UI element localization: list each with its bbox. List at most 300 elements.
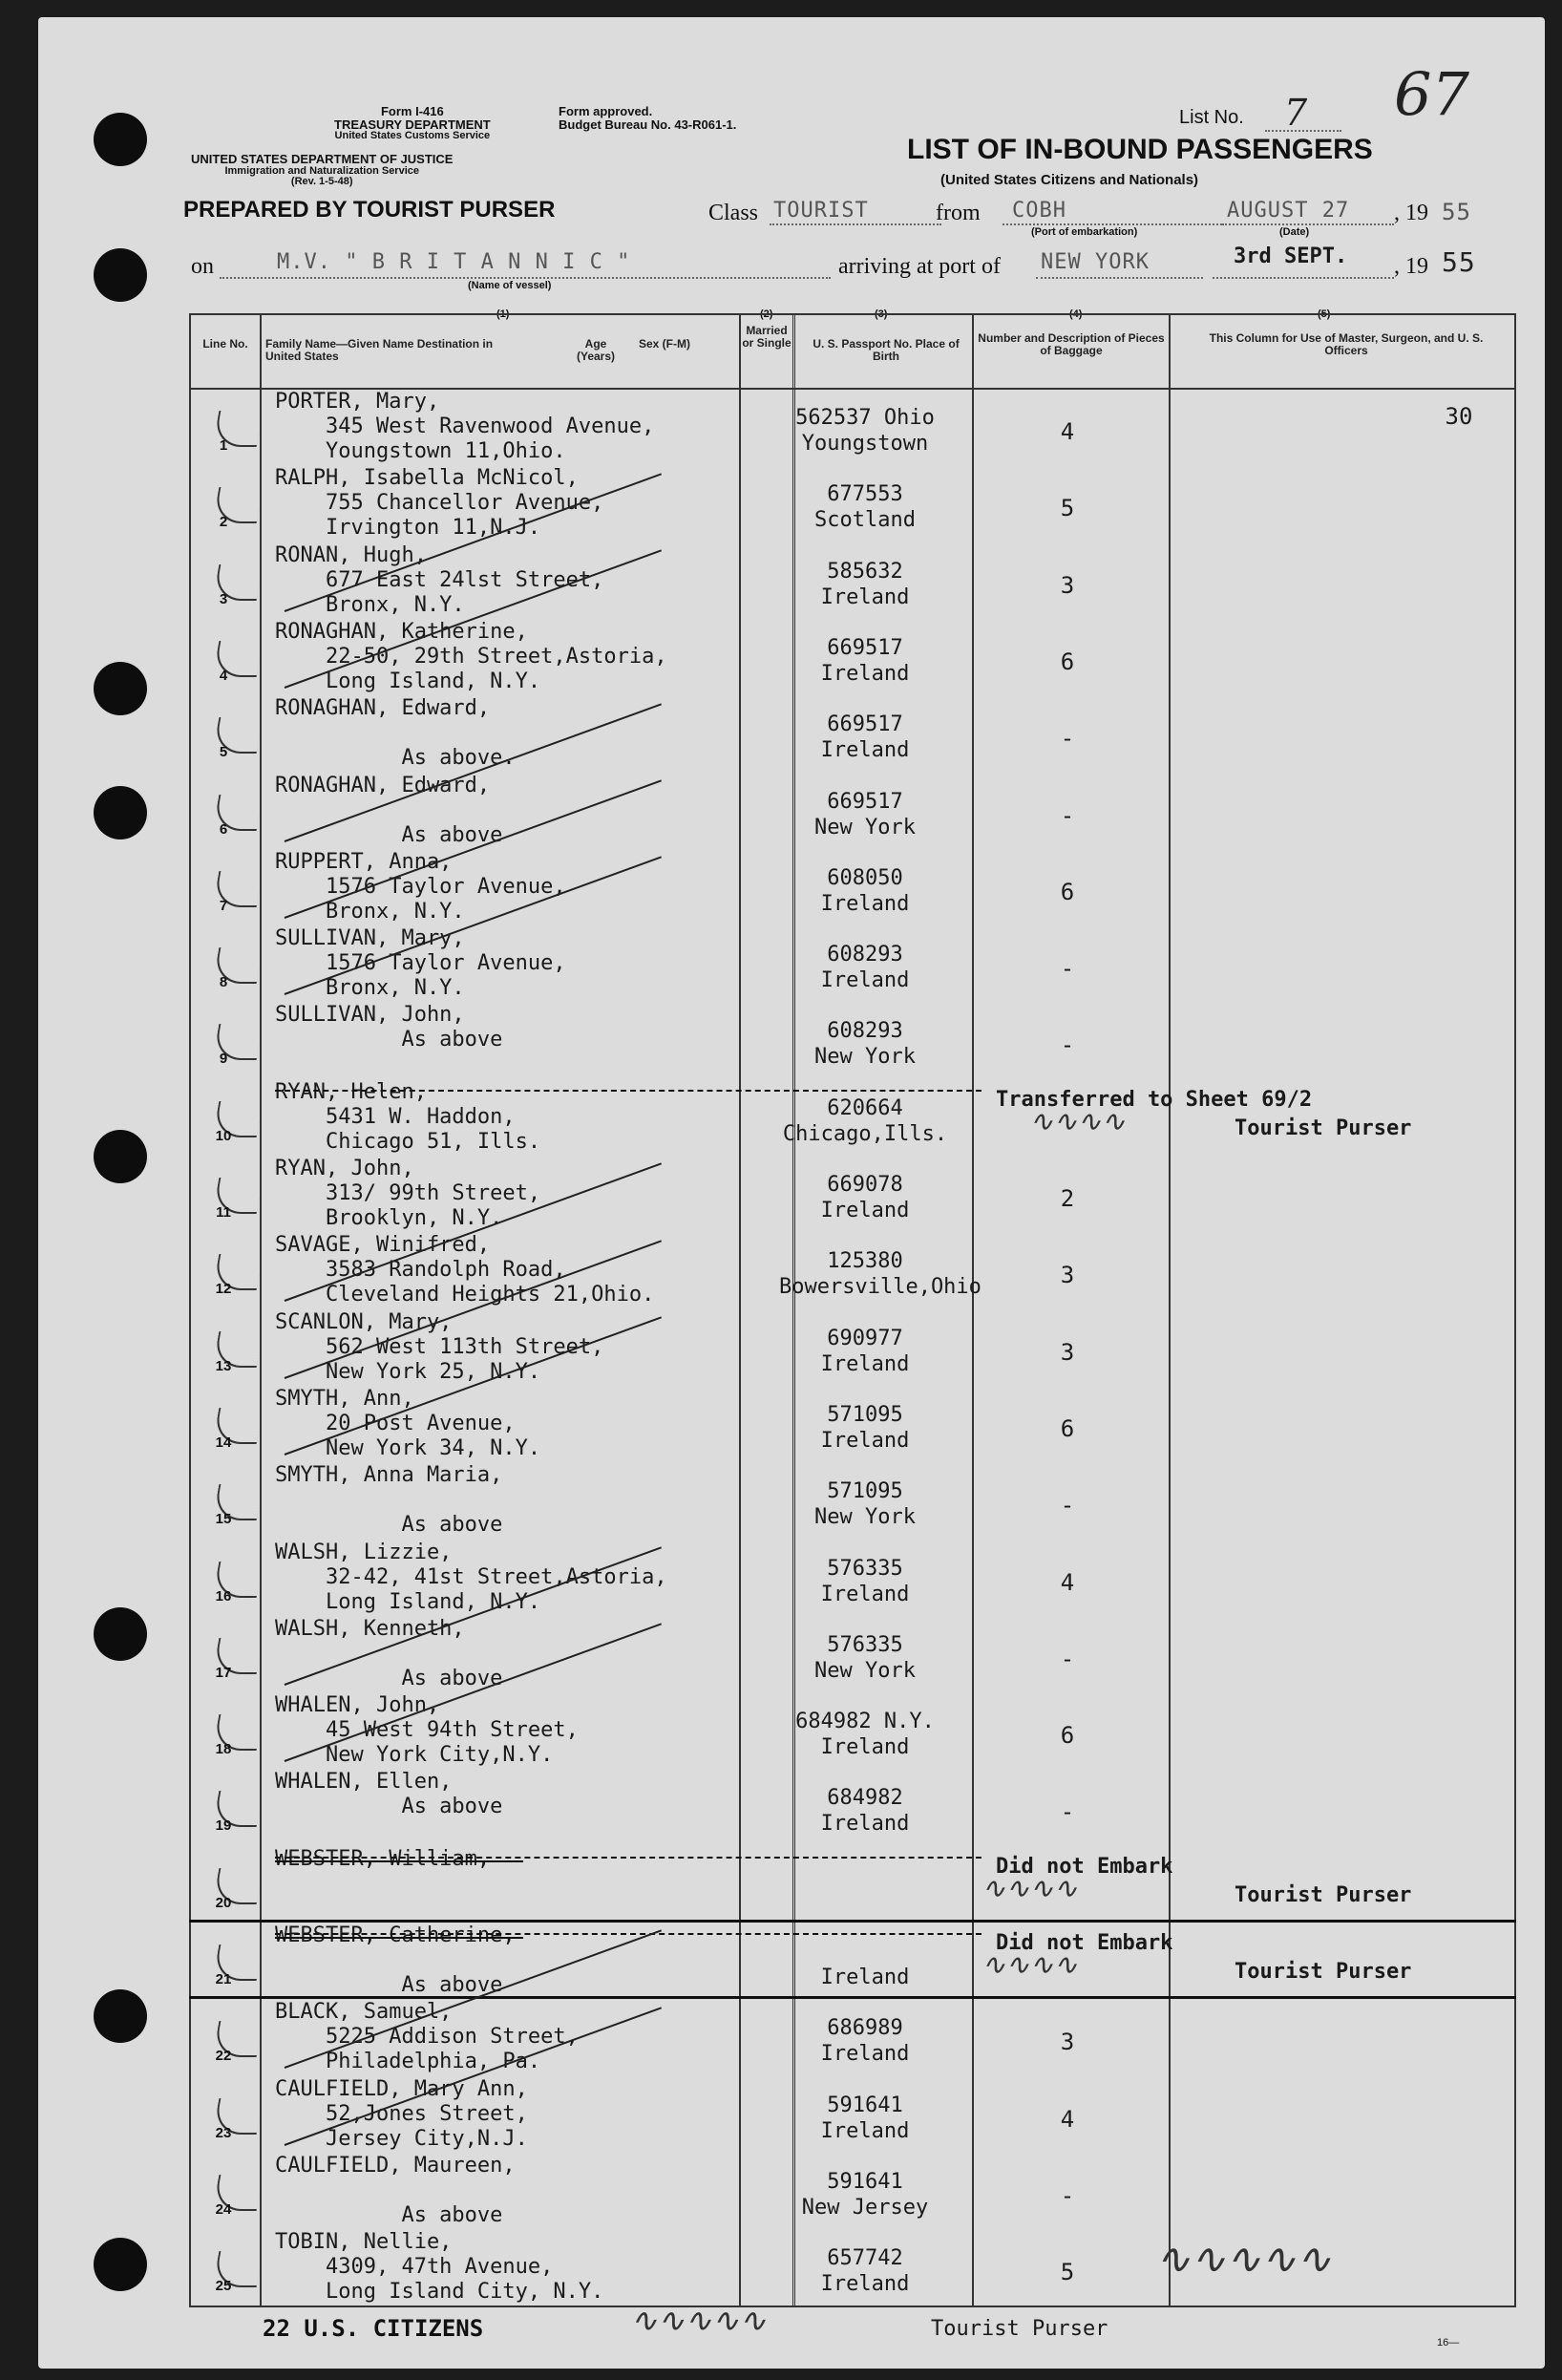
passport-birthplace	[779, 712, 951, 763]
treasury-dept: TREASURY DEPARTMENT	[334, 117, 491, 132]
baggage-count: 4	[1060, 1568, 1075, 1596]
passport-birthplace	[779, 865, 951, 917]
passport-number: 125380	[827, 1249, 903, 1274]
place-of-birth: Ireland	[820, 1428, 910, 1453]
place-of-birth: Bowersville,Ohio	[779, 1275, 982, 1300]
passenger-name-address	[275, 774, 502, 848]
name-strike	[275, 1937, 523, 1939]
baggage-count: 5	[1060, 2259, 1075, 2286]
class-line	[770, 223, 941, 225]
passenger-name-address	[275, 2154, 516, 2228]
passport-birthplace	[779, 942, 951, 993]
address-line: Brooklyn, N.Y.	[275, 1206, 503, 1230]
passenger-name-address	[275, 1617, 502, 1691]
passport-birthplace	[779, 1785, 951, 1837]
address-line: Bronx, N.Y.	[275, 976, 465, 1001]
place-of-birth: Ireland	[820, 2272, 910, 2297]
baggage-count: 4	[1060, 418, 1075, 445]
baggage-count: 3	[1060, 571, 1075, 599]
note-text: Did not Embark	[996, 1931, 1173, 1955]
place-of-birth: Ireland	[820, 738, 910, 763]
line-number: 3	[219, 590, 228, 607]
form-approval	[559, 105, 736, 131]
list-no-label: List No.	[1179, 107, 1244, 128]
baggage-count: 6	[1060, 1414, 1075, 1442]
line-number: 1	[219, 437, 228, 454]
passport-birthplace	[779, 1709, 951, 1760]
passenger-name-address	[275, 850, 566, 924]
table-row	[189, 926, 1516, 1003]
passport-number: 686989	[827, 2016, 903, 2041]
line-number: 9	[219, 1051, 228, 1068]
purser-signature: ∿∿∿∿∿	[630, 2302, 767, 2340]
address-line: 5431 W. Haddon,	[275, 1104, 516, 1129]
passport-birthplace	[779, 2015, 951, 2067]
place-of-birth: Ireland	[820, 2118, 910, 2143]
strike-line	[189, 1996, 1516, 1999]
arrival-date: 3rd SEPT.	[1234, 244, 1348, 268]
purser-signature: ∿∿∿∿	[982, 1871, 1078, 1905]
passenger-name: RONAGHAN, Edward,	[275, 696, 491, 721]
address-line: Chicago 51, Ills.	[275, 1129, 541, 1154]
address-line: Long Island, N.Y.	[275, 1589, 541, 1614]
line-number: 11	[216, 1204, 231, 1221]
prepared-by: PREPARED BY TOURIST PURSER	[183, 197, 556, 223]
passenger-name: PORTER, Mary,	[275, 390, 440, 414]
col-header-name: Family Name—Given Name Destination in United States	[265, 337, 494, 364]
address-line: 52,Jones Street,	[275, 2101, 528, 2126]
col-header-married: Married or Single	[742, 324, 792, 351]
passenger-name-address	[275, 1003, 502, 1077]
arrival-port: NEW YORK	[1041, 250, 1150, 274]
passport-birthplace	[779, 405, 951, 457]
address-line	[275, 1488, 502, 1513]
budget-bureau: Budget Bureau No. 43-R061-1.	[559, 117, 737, 132]
note-text: Did not Embark	[996, 1854, 1173, 1879]
passport-birthplace	[779, 1248, 982, 1300]
passenger-name: CAULFIELD, Mary Ann,	[275, 2076, 528, 2101]
passport-birthplace	[779, 1862, 951, 1888]
line-number: 15	[215, 1511, 232, 1528]
line-number: 2	[219, 514, 228, 531]
arrival-year-prefix: , 19	[1394, 254, 1428, 279]
address-line	[275, 1897, 490, 1922]
table-row	[189, 1617, 1516, 1693]
passenger-name: WHALEN, Ellen,	[275, 1770, 453, 1795]
address-line: Irvington 11,N.J.	[275, 516, 541, 541]
purser-signature: ∿∿∿∿	[982, 1948, 1078, 1982]
baggage-count: 3	[1060, 2029, 1075, 2056]
passenger-name: SMYTH, Ann,	[275, 1386, 414, 1411]
place-of-birth: Ireland	[820, 2042, 910, 2067]
line-number: 12	[215, 1281, 232, 1298]
passenger-name: RONAGHAN, Katherine,	[275, 619, 528, 644]
baggage-count: 6	[1060, 1722, 1075, 1750]
address-line: Youngstown 11,Ohio.	[275, 439, 566, 463]
line-number: 8	[219, 974, 228, 991]
passenger-name-address	[275, 2000, 579, 2074]
passenger-name-address	[275, 390, 654, 464]
passport-birthplace	[779, 1556, 951, 1607]
col-num-1: (1)	[496, 308, 510, 320]
address-line: Cleveland Heights 21,Ohio.	[275, 1283, 655, 1307]
list-no-value: 7	[1284, 92, 1308, 134]
passport-number: 571095	[827, 1402, 903, 1427]
passport-number: 576335	[827, 1632, 903, 1657]
passenger-name: SMYTH, Anna Maria,	[275, 1463, 503, 1488]
passport-birthplace	[779, 635, 951, 687]
place-of-birth: New Jersey	[801, 2195, 929, 2220]
citizen-count: 22 U.S. CITIZENS	[263, 2315, 484, 2342]
passenger-name: RONAGHAN, Edward,	[275, 773, 491, 797]
passenger-name: BLACK, Samuel,	[275, 2000, 453, 2025]
place-of-birth: Ireland	[820, 661, 910, 686]
table-row	[189, 543, 1516, 620]
place-of-birth: Ireland	[820, 891, 910, 916]
note-purser: Tourist Purser	[1235, 1960, 1412, 1984]
place-of-birth: Ireland	[820, 584, 910, 609]
address-line: As above	[275, 1666, 503, 1690]
form-agency-block	[334, 105, 491, 142]
passport-number	[779, 1939, 951, 1965]
address-line: 3583 Randolph Road,	[275, 1258, 566, 1283]
passport-number: 669517	[827, 635, 903, 660]
address-line: 562 West 113th Street,	[275, 1334, 604, 1359]
address-line	[275, 1948, 516, 1973]
place-of-birth: Ireland	[820, 968, 910, 993]
baggage-count: -	[1060, 1492, 1075, 1519]
table-row	[189, 774, 1516, 850]
form-number: Form I-416	[380, 104, 444, 118]
passenger-name: WALSH, Lizzie,	[275, 1540, 453, 1564]
table-row	[189, 620, 1516, 696]
address-line: Philadelphia, Pa.	[275, 2050, 541, 2074]
baggage-count: -	[1060, 1031, 1075, 1059]
print-code: 16—	[1437, 2337, 1460, 2348]
baggage-count: 6	[1060, 878, 1075, 905]
passport-birthplace	[779, 1018, 951, 1070]
passport-number: 684982	[827, 1786, 903, 1811]
from-label: from	[936, 201, 981, 225]
page-number: 67	[1394, 59, 1469, 129]
address-line: 755 Chancellor Avenue,	[275, 491, 604, 516]
dashed-rule	[275, 1857, 982, 1859]
line-number: 24	[215, 2200, 232, 2218]
arrival-year: 55	[1442, 246, 1476, 278]
passenger-name-address	[275, 1463, 502, 1538]
table-row	[189, 466, 1516, 542]
passenger-name: RYAN, John,	[275, 1157, 414, 1180]
passport-number: 677553	[827, 482, 903, 507]
line-number: 17	[215, 1664, 232, 1681]
note-purser: Tourist Purser	[1235, 1882, 1412, 1907]
address-line: 1576 Taylor Avenue,	[275, 951, 566, 976]
col-num-4: (4)	[1069, 308, 1083, 320]
name-strike	[275, 1860, 523, 1862]
baggage-count: -	[1060, 801, 1075, 829]
address-line: As above	[275, 2202, 503, 2227]
passenger-name: CAULFIELD, Maureen,	[275, 2153, 516, 2178]
passport-number: 620664	[827, 1095, 903, 1120]
passenger-name: SCANLON, Mary,	[275, 1309, 453, 1334]
table-row	[189, 1463, 1516, 1540]
ins-service: Immigration and Naturalization Service	[224, 164, 420, 177]
depart-year: 55	[1442, 199, 1471, 225]
note-text: Transferred to Sheet 69/2	[996, 1087, 1313, 1112]
table-row	[189, 696, 1516, 773]
line-number: 19	[215, 1817, 232, 1835]
from-port: COBH	[1012, 199, 1066, 223]
table-row	[189, 2000, 1516, 2076]
line-number: 13	[215, 1357, 232, 1374]
depart-year-prefix: , 19	[1394, 201, 1428, 225]
passport-number: 591641	[827, 2169, 903, 2194]
passenger-name: SULLIVAN, Mary,	[275, 926, 465, 951]
passport-birthplace	[779, 1095, 951, 1147]
address-line: 45 West 94th Street,	[275, 1718, 579, 1743]
baggage-count: 4	[1060, 2105, 1075, 2133]
address-line: New York City,N.Y.	[275, 1743, 554, 1768]
passport-birthplace	[779, 1402, 951, 1454]
address-line: 5225 Addison Street,	[275, 2025, 579, 2050]
passenger-name: SAVAGE, Winifred,	[275, 1233, 491, 1258]
passport-birthplace	[779, 1326, 951, 1377]
vessel-line	[220, 277, 831, 279]
customs-service: United States Customs Service	[334, 130, 491, 142]
footer-purser: Tourist Purser	[931, 2317, 1108, 2341]
baggage-count: -	[1060, 1645, 1075, 1672]
passport-birthplace	[779, 1172, 951, 1223]
passport-number: 576335	[827, 1556, 903, 1581]
binder-hole	[94, 1989, 147, 2043]
place-of-birth: Ireland	[820, 1199, 910, 1222]
passenger-name-address	[275, 2230, 603, 2305]
col-num-3: (3)	[875, 308, 888, 320]
col-num-2: (2)	[760, 308, 773, 320]
page-title: LIST OF IN-BOUND PASSENGERS	[907, 134, 1373, 165]
page-subtitle: (United States Citizens and Nationals)	[940, 172, 1199, 188]
passport-birthplace	[779, 789, 951, 840]
binder-hole	[94, 786, 147, 839]
passport-number: 585632	[827, 559, 903, 584]
line-number: 18	[215, 1741, 232, 1758]
on-label: on	[191, 254, 214, 279]
passenger-name: WALSH, Kenneth,	[275, 1616, 465, 1641]
passport-birthplace	[779, 1478, 951, 1530]
table-row	[189, 1003, 1516, 1079]
address-line: As above	[275, 1513, 503, 1538]
place-of-birth: Ireland	[820, 1351, 910, 1376]
passenger-name-address	[275, 2077, 528, 2152]
passenger-name-address	[275, 620, 667, 694]
passport-number: 608050	[827, 865, 903, 890]
line-number: 7	[219, 897, 228, 914]
officer-note: 30	[1445, 403, 1473, 430]
table-row	[189, 2077, 1516, 2154]
address-line: 4309, 47th Avenue,	[275, 2255, 554, 2280]
passport-number	[779, 1862, 951, 1888]
passport-number: 571095	[827, 1479, 903, 1504]
justice-dept: UNITED STATES DEPARTMENT OF JUSTICE	[191, 152, 454, 166]
passenger-name: RALPH, Isabella McNicol,	[275, 466, 579, 491]
baggage-count: 3	[1060, 1338, 1075, 1366]
passenger-name: SULLIVAN, John,	[275, 1003, 465, 1028]
address-line	[275, 721, 516, 746]
col-header-passport: U. S. Passport No. Place of Birth	[813, 337, 960, 364]
table-row	[189, 850, 1516, 926]
date-line	[1222, 223, 1394, 225]
baggage-count: -	[1060, 1798, 1075, 1826]
address-line: Long Island, N.Y.	[275, 669, 541, 693]
baggage-count: 2	[1060, 1185, 1075, 1212]
col-header-line: Line No.	[202, 337, 248, 351]
strike-line	[189, 1920, 1516, 1923]
baggage-count: 3	[1060, 1262, 1075, 1289]
address-line: Jersey City,N.J.	[275, 2126, 528, 2151]
table-row	[189, 1847, 1516, 1923]
passport-birthplace	[779, 2169, 951, 2221]
place-of-birth: Ireland	[820, 1966, 910, 1989]
passenger-name: TOBIN, Nellie,	[275, 2230, 453, 2255]
table-row	[189, 1233, 1516, 1309]
address-line: 20 Post Avenue,	[275, 1411, 516, 1435]
form-approved: Form approved.	[559, 104, 653, 118]
table-row	[189, 1541, 1516, 1617]
passenger-name-address	[275, 1233, 654, 1307]
passport-number: 669078	[827, 1173, 903, 1197]
line-number: 6	[219, 820, 228, 838]
form-revision: (Rev. 1-5-48)	[290, 176, 353, 188]
purser-signature: ∿∿∿∿	[1029, 1104, 1126, 1138]
line-number: 5	[219, 744, 228, 761]
arriving-label: arriving at port of	[838, 254, 1001, 279]
passport-number: 608293	[827, 1019, 903, 1044]
passenger-name-address	[275, 926, 566, 1001]
departure-date: AUGUST 27	[1227, 199, 1350, 223]
passport-number: 562537 Ohio	[795, 406, 935, 430]
vessel-name: M.V. " B R I T A N N I C "	[277, 250, 631, 274]
address-line	[275, 1819, 502, 1844]
address-line: Bronx, N.Y.	[275, 899, 465, 924]
vessel-caption: (Name of vessel)	[468, 280, 552, 291]
passport-number: 669517	[827, 789, 903, 814]
col-header-age: Age (Years)	[576, 337, 616, 364]
baggage-count: -	[1060, 955, 1075, 983]
date-caption: (Date)	[1279, 226, 1310, 238]
address-line	[275, 1052, 502, 1077]
address-line: 32-42, 41st Street,Astoria,	[275, 1564, 667, 1589]
address-line: As above	[275, 1973, 503, 1997]
baggage-count: 5	[1060, 495, 1075, 522]
address-line	[275, 1872, 490, 1897]
table-row	[189, 1387, 1516, 1463]
passenger-name-address	[275, 466, 603, 541]
address-line: As above	[275, 822, 503, 847]
passport-number: 608293	[827, 943, 903, 967]
dashed-rule	[275, 1090, 982, 1092]
passport-birthplace	[779, 2093, 951, 2144]
place-of-birth: Ireland	[820, 1735, 910, 1760]
baggage-count: -	[1060, 2181, 1075, 2209]
line-number: 22	[215, 2048, 232, 2065]
address-line: 677 East 24lst Street,	[275, 567, 604, 592]
inspector-signature: ∿∿∿∿∿	[1155, 2235, 1332, 2284]
passenger-name: RONAN, Hugh,	[275, 542, 427, 567]
place-of-birth: Youngstown	[801, 432, 929, 456]
passport-birthplace	[779, 2245, 951, 2297]
address-line: As above.	[275, 746, 516, 771]
class-value: TOURIST	[773, 199, 869, 223]
table-row	[189, 1770, 1516, 1846]
address-line: As above	[275, 1028, 503, 1052]
place-of-birth: New York	[814, 815, 916, 839]
place-of-birth: New York	[814, 1658, 916, 1683]
col-header-officers: This Column for Use of Master, Surgeon, and U. S. Officers	[1209, 331, 1484, 358]
place-of-birth: Scotland	[814, 508, 916, 533]
col-header-sex: Sex (F-M)	[639, 337, 690, 351]
place-of-birth: Ireland	[820, 1812, 910, 1837]
place-of-birth: Chicago,Ills.	[782, 1121, 948, 1146]
table-row	[189, 1693, 1516, 1770]
binder-hole	[94, 113, 147, 166]
line-number: 23	[215, 2124, 232, 2141]
port-embark-caption: (Port of embarkation)	[1031, 226, 1138, 238]
passenger-name: RUPPERT, Anna,	[275, 849, 453, 874]
binder-hole	[94, 2238, 147, 2291]
dashed-rule	[275, 1933, 982, 1935]
address-line: As above	[275, 1795, 503, 1819]
passport-birthplace	[779, 1632, 951, 1684]
justice-block	[191, 153, 453, 188]
passport-number: 657742	[827, 2246, 903, 2271]
arrival-date-line	[1213, 277, 1394, 279]
address-line: Long Island City, N.Y.	[275, 2280, 604, 2305]
passport-birthplace	[779, 481, 951, 533]
line-number: 4	[219, 667, 228, 684]
passport-number: 591641	[827, 2093, 903, 2117]
table-row	[189, 1157, 1516, 1233]
passenger-name-address	[275, 1693, 579, 1768]
address-line: 1576 Taylor Avenue,	[275, 874, 566, 899]
passport-birthplace	[779, 1939, 951, 1990]
address-line	[275, 2178, 516, 2203]
table-row	[189, 1310, 1516, 1387]
class-label: Class	[708, 201, 759, 225]
place-of-birth: Ireland	[820, 1582, 910, 1606]
address-line: Bronx, N.Y.	[275, 592, 465, 617]
col-num-5: (5)	[1318, 308, 1331, 320]
line-number: 25	[215, 2278, 232, 2295]
note-purser: Tourist Purser	[1235, 1116, 1412, 1140]
passenger-name: WEBSTER, William,	[275, 1846, 491, 1871]
passenger-name: RYAN, Helen,	[275, 1079, 427, 1104]
passenger-name-address	[275, 1770, 502, 1844]
address-line: New York 25, N.Y.	[275, 1359, 541, 1384]
address-line: 22-50, 29th Street,Astoria,	[275, 644, 667, 669]
passport-birthplace	[779, 559, 951, 610]
passenger-name-address	[275, 696, 516, 771]
passenger-name-address	[275, 1541, 667, 1615]
baggage-count: -	[1060, 725, 1075, 753]
table-row	[189, 1080, 1516, 1157]
line-number: 20	[215, 1894, 232, 1911]
passport-number: 690977	[827, 1326, 903, 1350]
address-line: 313/ 99th Street,	[275, 1181, 541, 1205]
address-line: 345 West Ravenwood Avenue,	[275, 414, 655, 438]
table-row	[189, 1923, 1516, 2000]
place-of-birth: New York	[814, 1505, 916, 1530]
table-row	[189, 2154, 1516, 2230]
